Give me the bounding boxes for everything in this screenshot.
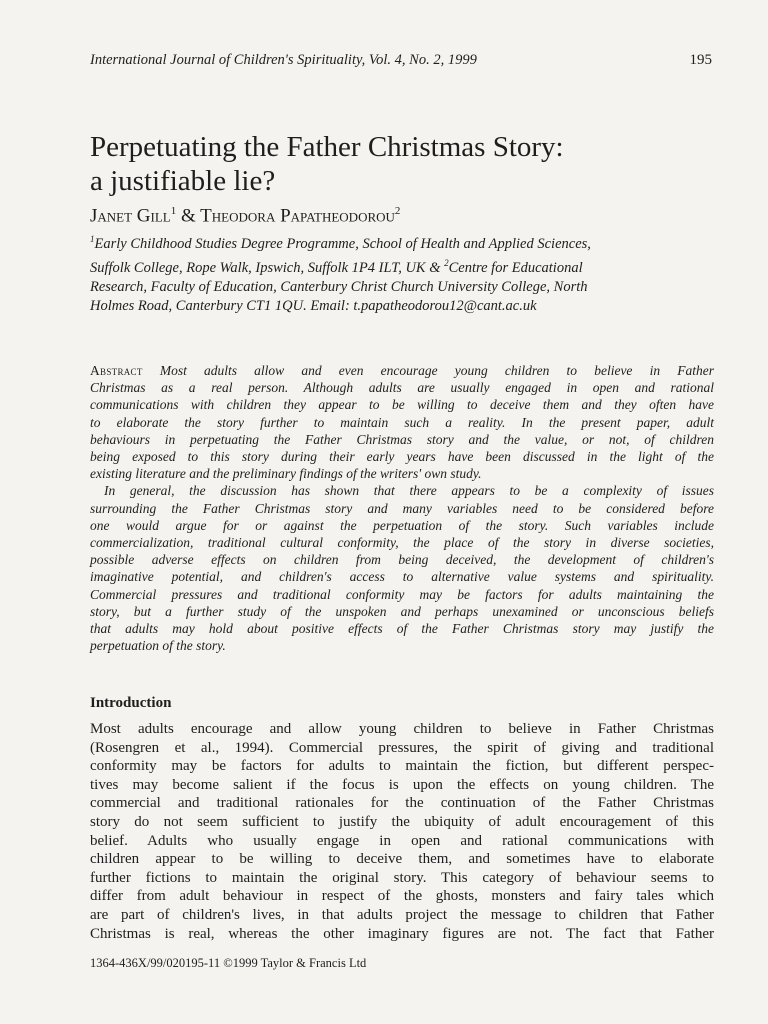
abstract-line <box>90 362 714 379</box>
affiliation-line: Research, Faculty of Education, Canterbury Christ Church University College, North <box>90 278 588 295</box>
affiliation-line: Holmes Road, Canterbury CT1 1QU. Email: t.papatheodorou12@cant.ac.uk <box>90 297 537 314</box>
abstract-line: perpetuation of the story. <box>90 638 226 654</box>
running-header <box>90 52 712 69</box>
body-paragraph <box>90 720 714 943</box>
page-number: 195 <box>689 52 712 68</box>
affiliation-line <box>90 254 720 278</box>
affiliation-marker: 1 <box>170 205 177 217</box>
body-line: conformity may be factors for adults to maintain the fiction, but different perspec- <box>90 758 714 775</box>
title-line-1: Perpetuating the Father Christmas Story: <box>90 131 564 163</box>
body-line: are part of children's lives, in that adults project the message to children that Father <box>90 906 714 923</box>
affiliation-marker: 1 <box>90 234 95 244</box>
abstract-line: behaviours in perpetuating the Father Christmas story and the value, or not, of children <box>90 431 714 447</box>
affiliation-line <box>90 230 720 254</box>
body-line: belief. Adults who usually engage in open and rational communications with <box>90 832 714 849</box>
affiliation-text: Suffolk College, Rope Walk, Ipswich, Suffolk 1P4 ILT, UK & <box>90 259 445 276</box>
body-line: Christmas is real, whereas the other imaginary figures are not. The fact that Father <box>90 925 714 942</box>
affiliation-text: Early Childhood Studies Degree Programme, School of Health and Applied Sciences, <box>94 235 591 252</box>
affiliation-marker: 2 <box>444 257 449 268</box>
copyright-footer: 1364-436X/99/020195-11 ©1999 Taylor & Francis Ltd <box>90 956 367 970</box>
abstract-line: story, but a further study of the unspoken and perhaps unexamined or unconscious beliefs <box>90 603 714 619</box>
abstract-label: Abstract <box>90 363 143 378</box>
abstract-line: communications with children they appear to be willing to deceive them and they often have <box>90 397 714 413</box>
body-line: further fictions to maintain the original story. This category of behaviour seems to <box>90 869 714 886</box>
affiliations <box>90 230 720 316</box>
abstract-line: one would argue for or against the perpetuation of the story. Such variables include <box>90 517 714 533</box>
abstract-line: that adults may hold about positive effects of the Father Christmas story may justify the <box>90 621 714 637</box>
body-line: Most adults encourage and allow young children to believe in Father Christmas <box>90 721 714 737</box>
affiliation-marker: 2 <box>394 205 401 217</box>
body-line: (Rosengren et al., 1994). Commercial pressures, the spirit of giving and traditional <box>90 739 714 756</box>
abstract-line: being exposed to this story during their early years have been discussed in the light of the <box>90 449 714 465</box>
body-line: children appear to be willing to deceive them, and sometimes have to elaborate <box>90 851 714 868</box>
body-line: tives may become salient if the focus is upon the effects on young children. The <box>90 776 714 793</box>
abstract-line: Commercial pressures and traditional conformity may be factors for adults maintaining the <box>90 586 714 602</box>
abstract <box>90 362 714 654</box>
section-heading: Introduction <box>90 695 172 711</box>
body-line: commercial and traditional rationales for the continuation of the Father Christmas <box>90 795 714 812</box>
author-list <box>90 205 400 227</box>
author-name: Theodora Papatheodorou <box>200 205 395 227</box>
abstract-line: surrounding the Father Christmas story and many variables need to be considered before <box>90 500 714 516</box>
affiliation-text: Centre for Educational <box>448 259 583 276</box>
abstract-line: Christmas as a real person. Although adults are usually engaged in open and rational <box>90 380 714 396</box>
abstract-line: to elaborate the story further to maintain such a reality. In the present paper, adult <box>90 414 714 430</box>
journal-citation: International Journal of Children's Spirituality, Vol. 4, No. 2, 1999 <box>90 52 477 68</box>
abstract-line: imaginative potential, and children's access to alternative value systems and spirituality. <box>90 569 714 585</box>
abstract-line: In general, the discussion has shown that there appears to be a complexity of issues <box>104 483 714 499</box>
abstract-line: commercialization, traditional cultural conformity, the place of the story in diverse societies, <box>90 535 714 551</box>
abstract-line: existing literature and the preliminary findings of the writers' own study. <box>90 466 482 482</box>
abstract-text: Most adults allow and even encourage young children to believe in Father <box>142 363 714 378</box>
article-title <box>90 130 730 198</box>
title-line-2: a justifiable lie? <box>90 165 276 197</box>
abstract-line: possible adverse effects on children from being deceived, the development of children's <box>90 552 714 568</box>
body-line: story do not seem sufficient to justify the ubiquity of adult encouragement of this <box>90 813 714 830</box>
author-name: Janet Gill <box>90 205 171 227</box>
body-line: differ from adult behaviour in respect of the ghosts, monsters and fairy tales which <box>90 888 714 905</box>
author-separator: & <box>176 205 201 227</box>
